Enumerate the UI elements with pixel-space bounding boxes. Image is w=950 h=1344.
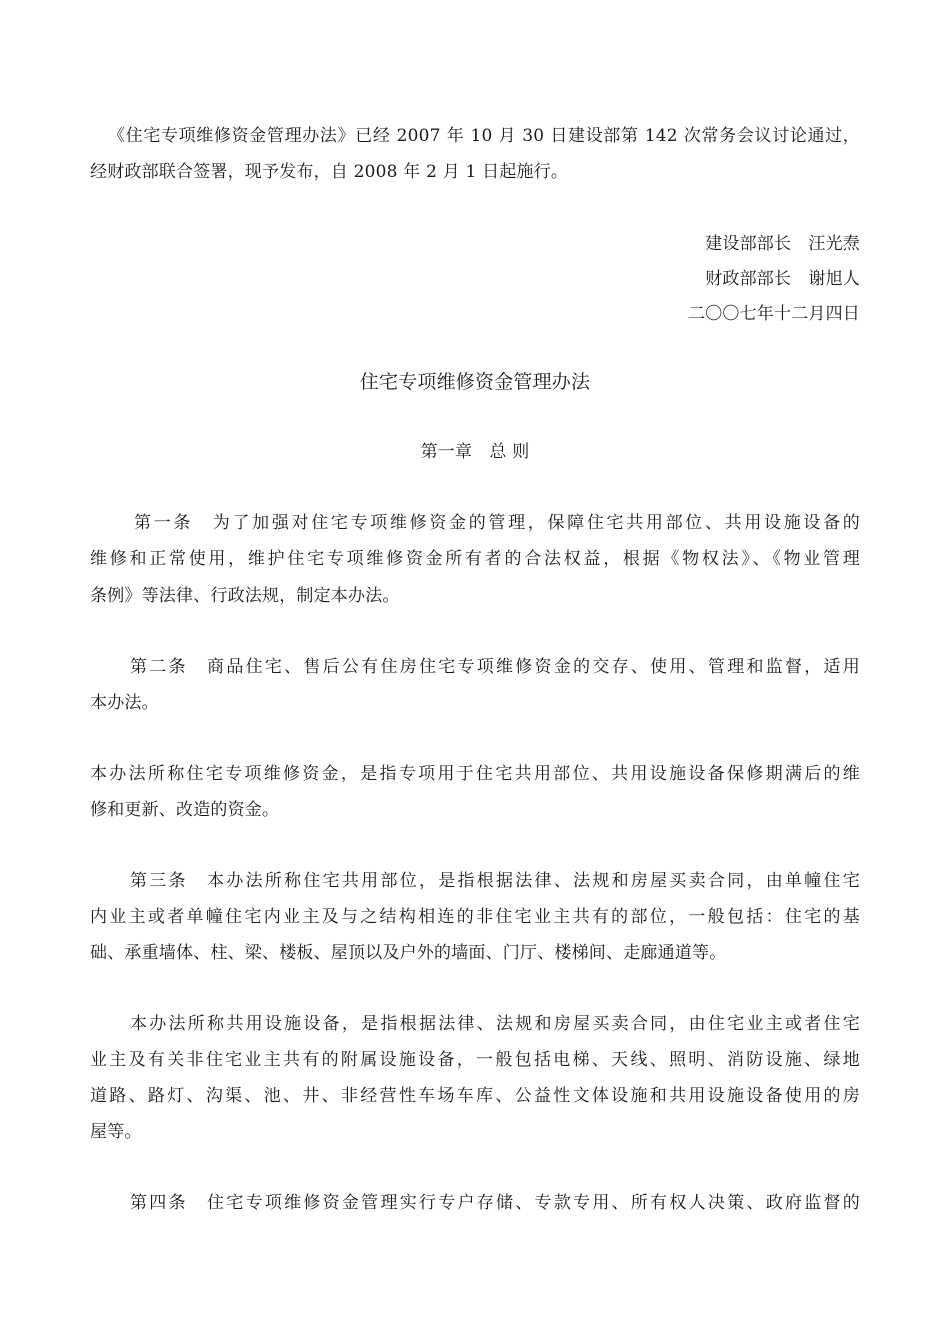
article2-para2-line-2: 修和更新、改造的资金。 <box>90 800 280 820</box>
article4-line-1: 第四条 住宅专项维修资金管理实行专户存储、专款专用、所有权人决策、政府监督的 <box>130 1193 860 1213</box>
preamble-line-2: 经财政部联合签署，现予发布，自 2008 年 2 月 1 日起施行。 <box>90 162 569 182</box>
article3-para2-line-3: 道路、路灯、沟渠、池、井、非经营性车场车库、公益性文体设施和共用设施设备使用的房 <box>90 1086 860 1106</box>
article2-para2-line-1: 本办法所称住宅专项维修资金，是指专项用于住宅共用部位、共用设施设备保修期满后的维 <box>90 764 860 784</box>
article1-line-3: 条例》等法律、行政法规，制定本办法。 <box>90 586 400 606</box>
preamble-line-1: 《住宅专项维修资金管理办法》已经 2007 年 10 月 30 日建设部第 142 次常务会议讨论通过， <box>108 126 860 146</box>
document-title: 住宅专项维修资金管理办法 <box>359 371 591 393</box>
article3-para2-line-2: 业主及有关非住宅业主共有的附属设施设备，一般包括电梯、天线、照明、消防设施、绿地 <box>90 1050 860 1070</box>
signature-date: 二〇〇七年十二月四日 <box>688 304 860 324</box>
signer-finance-minister: 财政部部长 谢旭人 <box>705 269 860 289</box>
article3-line-2: 内业主或者单幢住宅内业主及与之结构相连的非住宅业主共有的部位，一般包括：住宅的基 <box>90 907 860 927</box>
article1-line-2: 维修和正常使用，维护住宅专项维修资金所有者的合法权益，根据《物权法》、《物业管理 <box>90 549 860 569</box>
signer-construction-minister: 建设部部长 汪光焘 <box>705 234 860 254</box>
article3-para2-line-1: 本办法所称共用设施设备，是指根据法律、法规和房屋买卖合同，由住宅业主或者住宅 <box>130 1014 860 1034</box>
article3-para2-line-4: 屋等。 <box>90 1122 142 1142</box>
article2-line-1: 第二条 商品住宅、售后公有住房住宅专项维修资金的交存、使用、管理和监督，适用 <box>130 657 860 677</box>
article1-line-1: 第一条 为了加强对住宅专项维修资金的管理，保障住宅共用部位、共用设施设备的 <box>134 513 860 533</box>
article3-line-3: 础、承重墙体、柱、梁、楼板、屋顶以及户外的墙面、门厅、楼梯间、走廊通道等。 <box>90 943 727 963</box>
article3-line-1: 第三条 本办法所称住宅共用部位，是指根据法律、法规和房屋买卖合同，由单幢住宅 <box>130 871 860 891</box>
article2-line-2: 本办法。 <box>90 693 159 713</box>
chapter-heading: 第一章 总 则 <box>420 442 530 462</box>
